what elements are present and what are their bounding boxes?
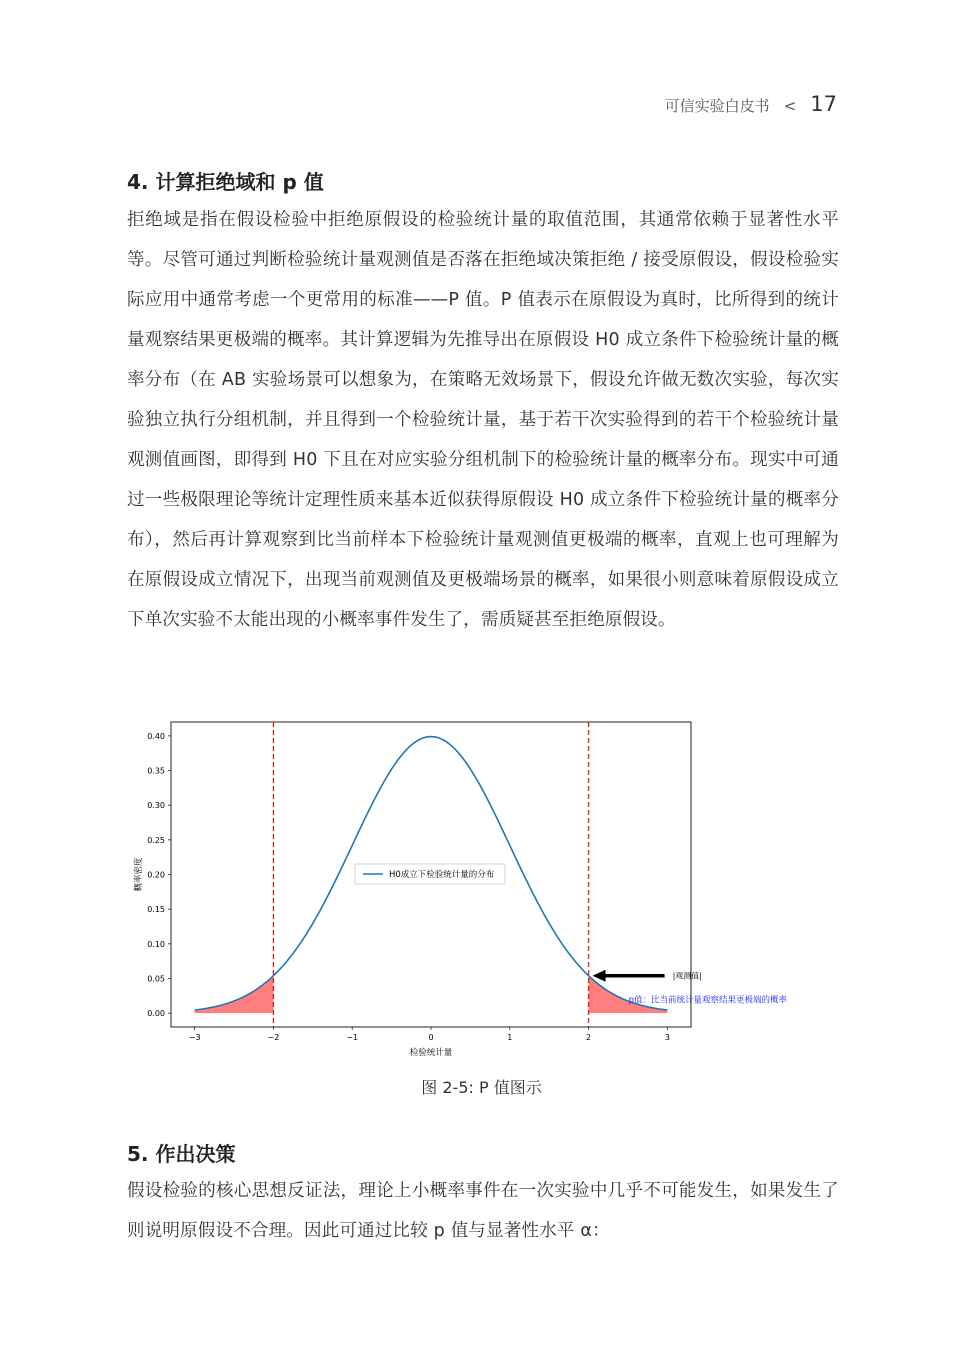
x-tick-label: 3: [664, 1033, 670, 1042]
y-tick-label: 0.15: [147, 905, 165, 915]
x-tick-label: 0: [428, 1033, 434, 1042]
header-separator: <: [783, 97, 797, 115]
y-tick-label: 0.30: [147, 801, 165, 811]
y-axis-label: 概率密度: [134, 857, 144, 892]
p-value-label: p值：比当前统计量观察结果更极端的概率: [628, 995, 787, 1006]
section-5-title: 5. 作出决策: [127, 1142, 236, 1166]
figure-caption: 图 2-5: P 值图示: [421, 1078, 542, 1097]
section-4-title: 4. 计算拒绝域和 p 值: [127, 170, 324, 194]
y-tick-label: 0.40: [147, 731, 165, 741]
section-5-body: 假设检验的核心思想反证法，理论上小概率事件在一次实验中几乎不可能发生，如果发生了则说明原假设不合理。因此可通过比较 p 值与显著性水平 α：: [127, 1181, 839, 1241]
x-tick-label: −3: [188, 1033, 201, 1042]
x-tick-label: 1: [507, 1033, 513, 1042]
y-tick-label: 0.10: [147, 939, 165, 949]
legend-entry: H0成立下检验统计量的分布: [389, 870, 495, 880]
chart-legend: [355, 864, 505, 884]
y-tick-label: 0.00: [147, 1009, 165, 1019]
p-value-chart: [127, 712, 835, 1064]
x-axis-label: 检验统计量: [409, 1048, 453, 1058]
x-tick-label: 2: [586, 1033, 592, 1042]
y-tick-label: 0.35: [147, 766, 165, 776]
y-tick-label: 0.05: [147, 974, 165, 984]
header-title: 可信实验白皮书: [664, 97, 770, 115]
section-4-body: 拒绝域是指在假设检验中拒绝原假设的检验统计量的取值范围，其通常依赖于显著性水平等。尽管可通过判断检验统计量观测值是否落在拒绝域决策拒绝 / 接受原假设，假设检验实际应用中通常考虑一个更常用的标准——P 值。P 值表示在原假设为真时，比所得到的统计量观察结果更极端的概率。其计算逻辑为先推导出在原假设 H0 成立条件下检验统计量的概率分布（在 AB 实验场景可以想象为，在策略无效场景下，假设允许做无数次实验，每次实验独立执行分组机制，并且得到一个检验统计量，基于若干次实验得到的若干个检验统计量观测值画图，即得到 H0 下且在对应实验分组机制下的检验统计量的概率分布。现实中可通过一些极限理论等统计定理性质来基本近似获得原假设 H0 成立条件下检验统计量的概率分布），然后再计算观察到比当前样本下检验统计量观测值更极端的概率，直观上也可理解为在原假设成立情况下，出现当前观测值及更极端场景的概率，如果很小则意味着原假设成立下单次实验不太能出现的小概率事件发生了，需质疑甚至拒绝原假设。: [127, 210, 839, 630]
observed-value-label: |观测值|: [672, 971, 702, 981]
y-tick-label: 0.25: [147, 835, 165, 845]
x-tick-label: −1: [346, 1033, 359, 1042]
x-tick-label: −2: [267, 1033, 280, 1042]
y-tick-label: 0.20: [147, 870, 165, 880]
page-header: [665, 92, 837, 116]
p-value-figure: [127, 712, 835, 1064]
page-number: 17: [810, 92, 837, 116]
